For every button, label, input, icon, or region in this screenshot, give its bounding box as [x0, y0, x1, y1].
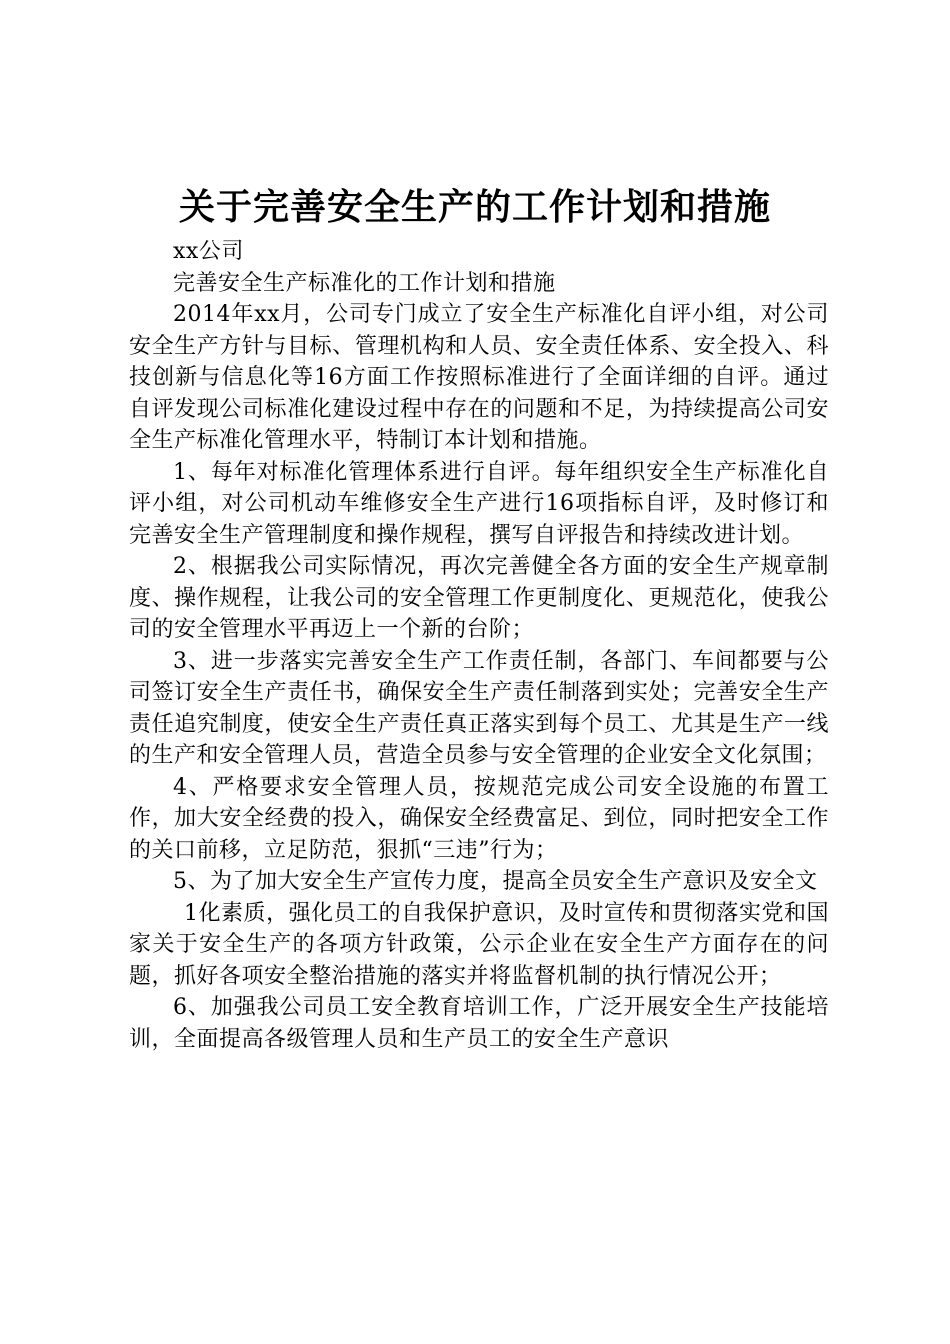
item-2-paragraph: 2、根据我公司实际情况，再次完善健全各方面的安全生产规章制度、操作规程，让我公司的安全管理工作更制度化、更规范化，使我公司的安全管理水平再迈上一个新的台阶； [129, 554, 829, 642]
item-1-paragraph: 1、每年对标准化管理体系进行自评。每年组织安全生产标准化自评小组，对公司机动车维修安全生产进行16项指标自评，及时修订和完善安全生产管理制度和操作规程，撰写自评报告和持续改进计划。 [129, 459, 829, 548]
document-body [129, 236, 829, 1055]
item-5-paragraph: 5、为了加大安全生产宣传力度，提高全员安全生产意识及安全文 [173, 869, 818, 894]
intro-paragraph: 2014年xx月，公司专门成立了安全生产标准化自评小组，对公司安全生产方针与目标、管理机构和人员、安全责任体系、安全投入、科技创新与信息化等16方面工作按照标准进行了全面详细的自评。通过自评发现公司标准化建设过程中存在的问题和不足，为持续提高公司安全生产标准化管理水平，特制订本计划和措施。 [129, 302, 829, 453]
subtitle-line: 完善安全生产标准化的工作计划和措施 [173, 270, 556, 296]
item-3-paragraph: 3、进一步落实完善安全生产工作责任制，各部门、车间都要与公司签订安全生产责任书，确保安全生产责任制落到实处；完善安全生产责任追究制度，使安全生产责任真正落实到每个员工、尤其是生产一线的生产和安全管理人员，营造全员参与安全管理的企业安全文化氛围； [129, 648, 829, 768]
item-4-paragraph: 4、严格要求安全管理人员，按规范完成公司安全设施的布置工作，加大安全经费的投入，确保安全经费富足、到位，同时把安全工作的关口前移，立足防范，狠抓“三违”行为； [129, 774, 829, 863]
item-6-paragraph: 6、加强我公司员工安全教育培训工作，广泛开展安全生产技能培训，全面提高各级管理人员和生产员工的安全生产意识 [129, 995, 829, 1052]
item-5-continuation-paragraph: 1化素质，强化员工的自我保护意识，及时宣传和贯彻落实党和国家关于安全生产的各项方针政策，公示企业在安全生产方面存在的问题，抓好各项安全整治措施的落实并将监督机制的执行情况公开； [129, 900, 829, 989]
document-title: 关于完善安全生产的工作计划和措施 [178, 187, 771, 228]
company-line: xx公司 [173, 239, 244, 264]
